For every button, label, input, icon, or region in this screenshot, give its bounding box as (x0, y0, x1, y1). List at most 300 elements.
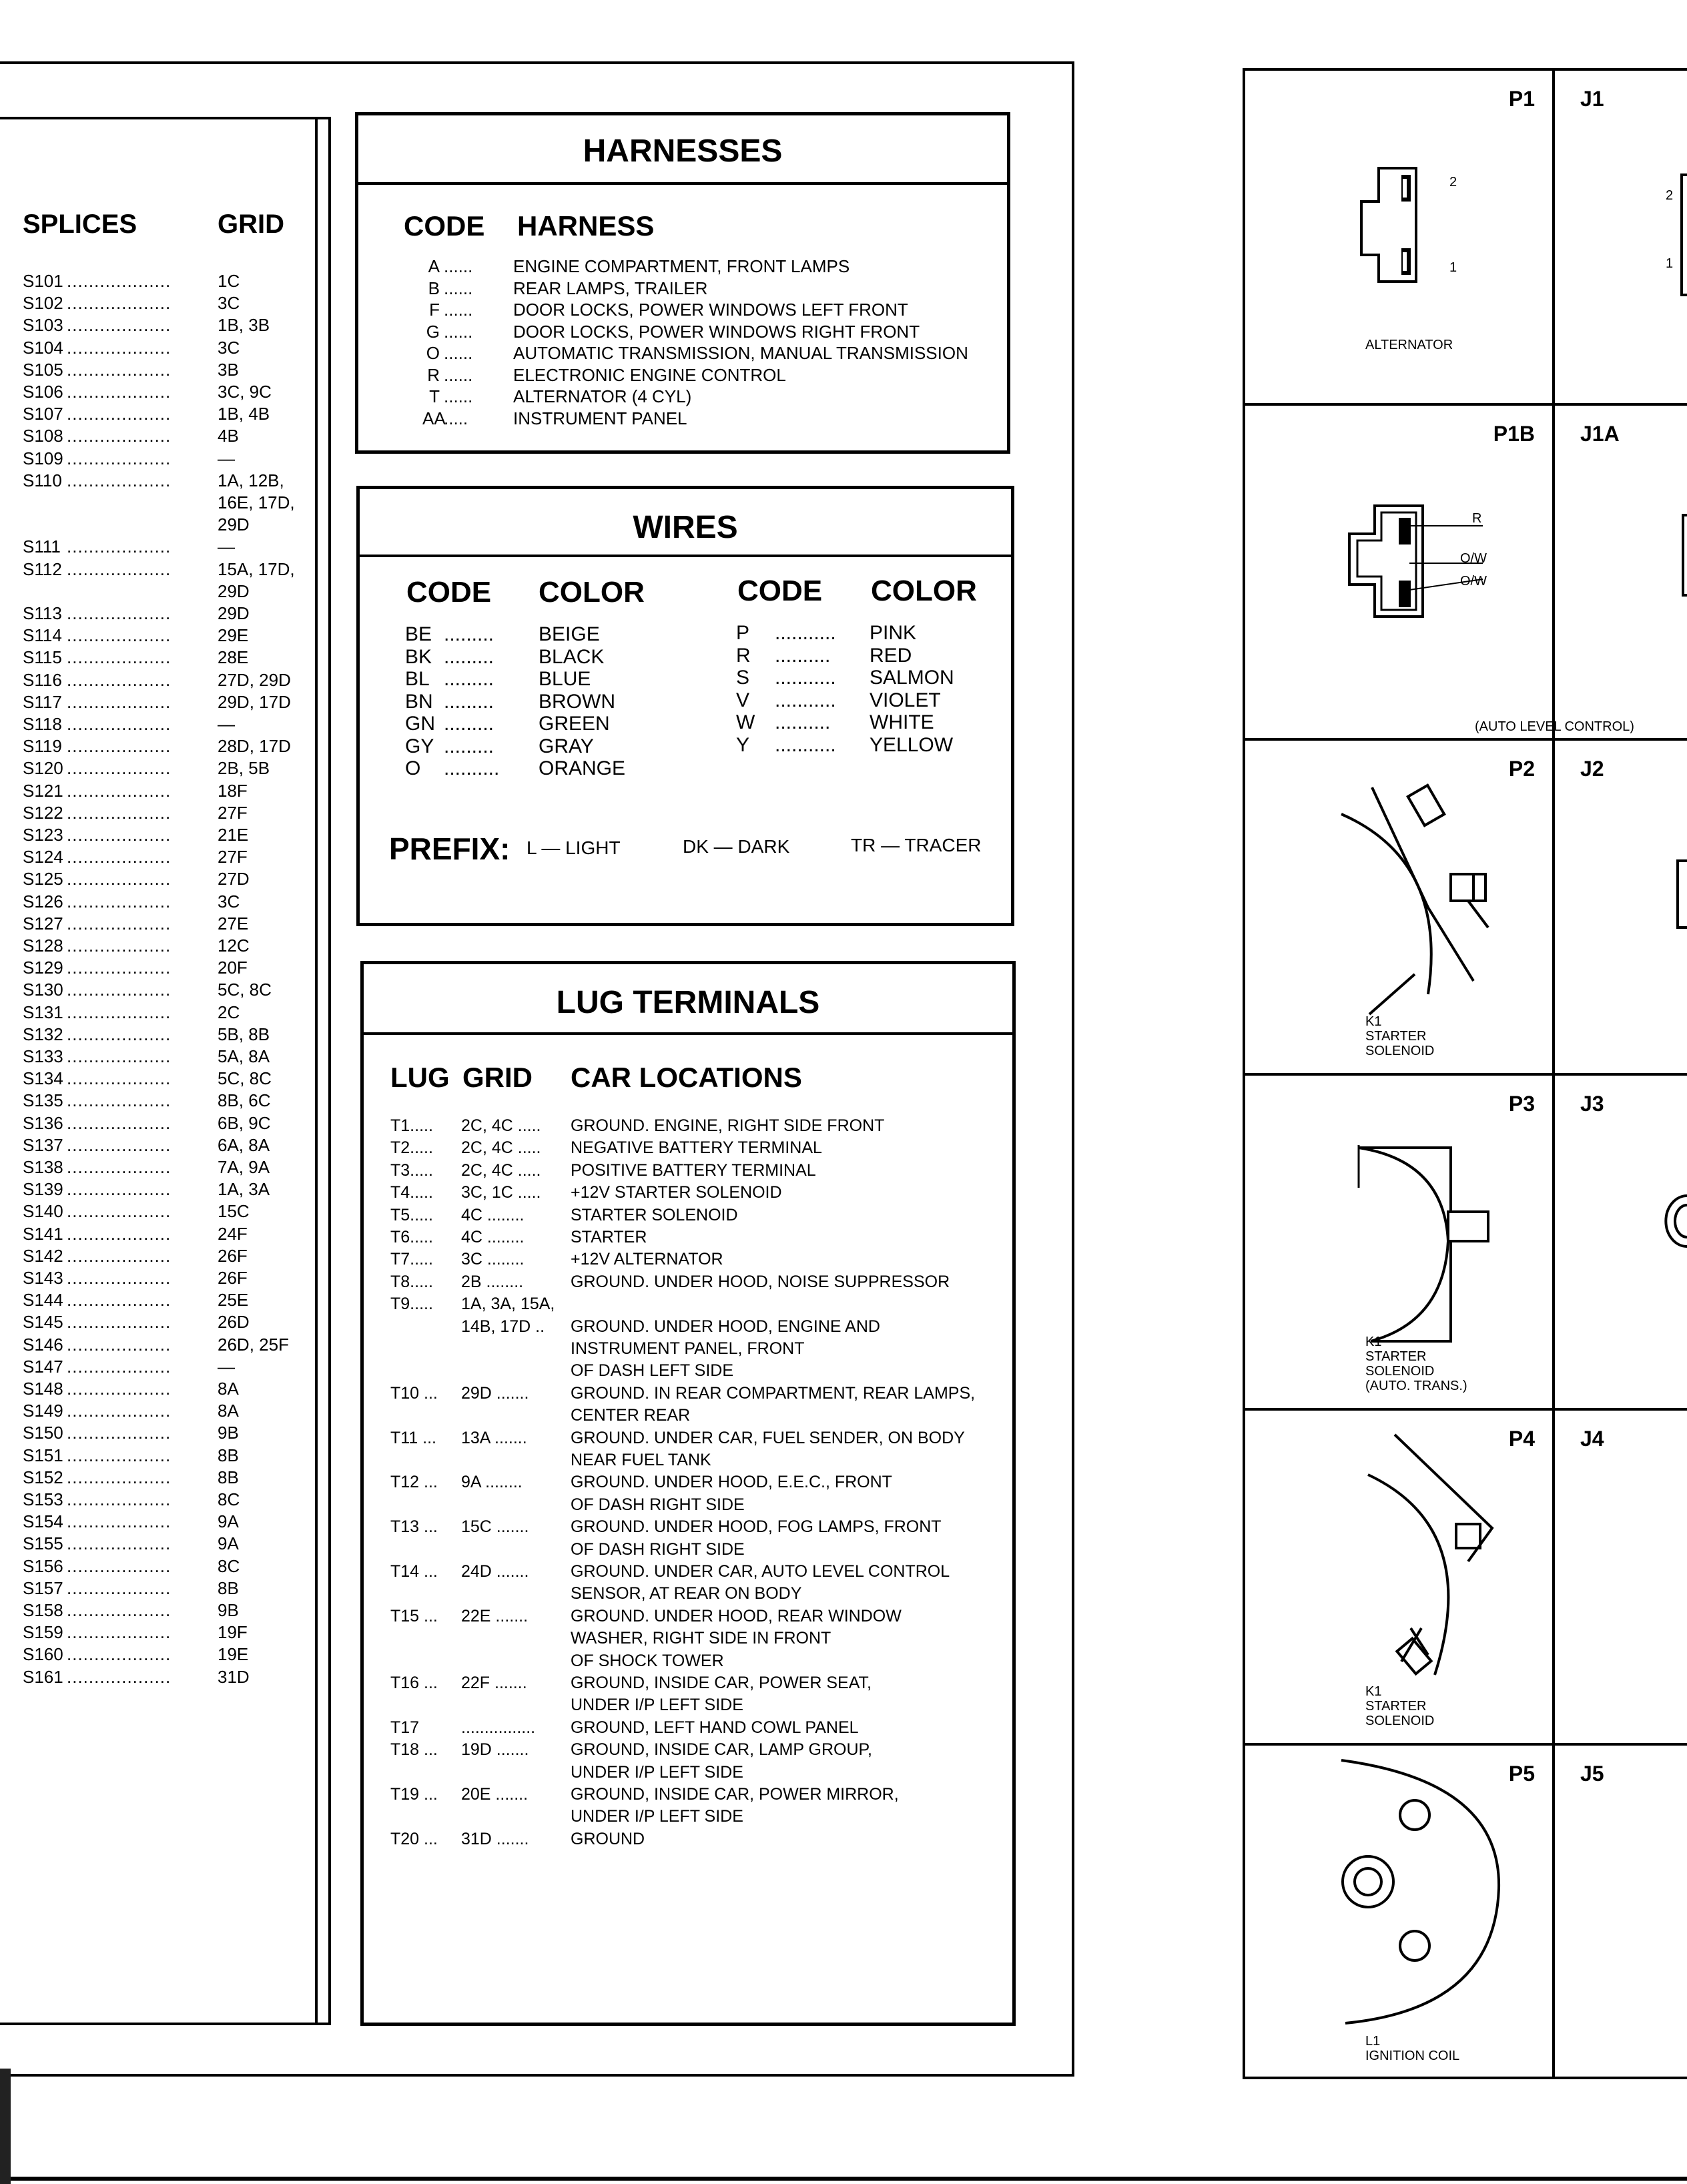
lug-location: GROUND. UNDER HOOD, REAR WINDOW (571, 1606, 902, 1625)
splice-grid: 8C (218, 1489, 240, 1509)
splice-grid: 1A, 12B, (218, 470, 284, 490)
splice-id: S111 (23, 536, 61, 557)
splice-leader-dots: ................... (67, 1290, 172, 1311)
connector-caption: K1 STARTER SOLENOID (1365, 1684, 1435, 1728)
splice-grid: 27F (218, 802, 248, 823)
wire-color: BLUE (539, 668, 591, 690)
connector-caption: ALTERNATOR (1365, 338, 1453, 352)
wire-code: P (736, 622, 750, 644)
connector-caption: K1 STARTER SOLENOID (AUTO. TRANS.) (1365, 1335, 1467, 1393)
splice-leader-dots: ................... (67, 271, 172, 291)
connector-p-label: P5 (1508, 1762, 1535, 1786)
splice-leader-dots: ................... (67, 1511, 172, 1532)
splice-id: S146 (23, 1334, 63, 1355)
harness-code: B (428, 278, 440, 298)
splice-id: S149 (23, 1401, 63, 1421)
splice-leader-dots: ................... (67, 1401, 172, 1421)
splice-grid: — (218, 536, 235, 557)
splice-id: S154 (23, 1511, 63, 1532)
lug-id: T8..... (390, 1272, 433, 1291)
splice-grid: 26F (218, 1245, 248, 1266)
splice-id: S150 (23, 1423, 63, 1443)
wire-leader-dots: ........... (775, 733, 836, 756)
lug-location: +12V STARTER SOLENOID (571, 1183, 782, 1202)
lug-location: GROUND, LEFT HAND COWL PANEL (571, 1718, 859, 1737)
harness-name-header: HARNESS (517, 210, 655, 242)
grid-header: GRID (218, 210, 284, 239)
splice-grid: 28E (218, 647, 249, 668)
splice-id: S115 (23, 647, 62, 668)
wire-color: BROWN (539, 690, 615, 713)
prefix-light: L — LIGHT (527, 837, 621, 858)
lug-grid: 2B ........ (461, 1272, 524, 1291)
splice-grid: 8B (218, 1467, 239, 1487)
j2-connector-icon (1675, 861, 1687, 928)
splice-grid: 29D (218, 581, 250, 601)
splice-grid: 29E (218, 625, 249, 646)
wire-leader-dots: ........... (775, 689, 836, 711)
splice-leader-dots: ................... (67, 470, 172, 490)
lug-location: GROUND. UNDER CAR, FUEL SENDER, ON BODY (571, 1428, 965, 1447)
splice-leader-dots: ................... (67, 625, 172, 646)
lug-grid-header: GRID (462, 1062, 533, 1093)
harnesses-title-rule (358, 182, 1007, 185)
lug-title-rule (364, 1032, 1012, 1035)
lug-id: T17 (390, 1718, 420, 1737)
splice-id: S137 (23, 1134, 63, 1155)
lug-grid: 14B, 17D .. (461, 1317, 545, 1336)
wires-color-header-left: COLOR (539, 576, 645, 609)
splice-id: S145 (23, 1312, 63, 1333)
harness-code-header: CODE (404, 210, 485, 242)
splice-leader-dots: ................... (67, 1134, 172, 1155)
lug-id: T13 ... (390, 1517, 438, 1537)
splice-grid: 6B, 9C (218, 1112, 271, 1133)
lug-location: GROUND, INSIDE CAR, LAMP GROUP, (571, 1740, 872, 1760)
wire-code: GN (405, 713, 435, 735)
splice-leader-dots: ................... (67, 1268, 172, 1288)
lug-id: T18 ... (390, 1740, 438, 1760)
wire-code: V (736, 689, 750, 711)
lug-grid: 1A, 3A, 15A, (461, 1295, 555, 1314)
splice-id: S120 (23, 758, 63, 779)
splice-grid: 27D (218, 869, 250, 889)
lug-id: T9..... (390, 1295, 433, 1314)
splice-leader-dots: ................... (67, 891, 172, 912)
splice-leader-dots: ................... (67, 382, 172, 402)
harness-name: INSTRUMENT PANEL (513, 408, 687, 428)
left-edge-shadow (0, 2069, 11, 2184)
splice-grid: 1B, 3B (218, 315, 270, 336)
splice-id: S121 (23, 780, 63, 801)
wire-leader-dots: ......... (444, 645, 494, 668)
lug-location: OF DASH RIGHT SIDE (571, 1495, 745, 1514)
lug-grid: ................ (461, 1718, 536, 1737)
splice-leader-dots: ................... (67, 1223, 172, 1244)
splice-grid: 21E (218, 825, 249, 845)
wire-leader-dots: .......... (444, 757, 500, 779)
splices-header: SPLICES (23, 210, 137, 239)
lug-id: T10 ... (390, 1383, 438, 1403)
splice-grid: 5A, 8A (218, 1046, 270, 1066)
splice-leader-dots: ................... (67, 913, 172, 934)
connector-row-divider (1245, 403, 1687, 406)
connector-j-label: J4 (1580, 1427, 1604, 1451)
wire-leader-dots: .......... (775, 644, 831, 667)
harnesses-box (355, 112, 1010, 454)
splice-grid: 9B (218, 1600, 239, 1620)
splice-leader-dots: ................... (67, 1467, 172, 1487)
splice-id: S105 (23, 359, 63, 380)
lug-id: T11 ... (390, 1428, 437, 1447)
lug-grid: 24D ....... (461, 1562, 529, 1581)
lug-grid: 2C, 4C ..... (461, 1138, 541, 1158)
splice-grid: 27F (218, 847, 248, 867)
harnesses-title: HARNESSES (583, 133, 783, 169)
splice-leader-dots: ................... (67, 1600, 172, 1620)
car-locations-header: CAR LOCATIONS (571, 1062, 802, 1093)
alternator-pin-1: 1 (1449, 260, 1457, 275)
lug-location: INSTRUMENT PANEL, FRONT (571, 1339, 805, 1358)
splice-id: S143 (23, 1268, 63, 1288)
splice-leader-dots: ................... (67, 1445, 172, 1465)
wires-color-header-right: COLOR (871, 575, 977, 607)
lug-location: UNDER I/P LEFT SIDE (571, 1696, 743, 1715)
j3-connector-icon (1667, 1194, 1687, 1248)
wire-code: BN (405, 690, 433, 713)
harness-leader-dots: ...... (444, 300, 473, 320)
splice-id: S125 (23, 869, 63, 889)
wire-code: BL (405, 668, 430, 690)
splice-leader-dots: ................... (67, 714, 172, 734)
wires-title-rule (360, 555, 1011, 557)
lug-location: GROUND. UNDER HOOD, E.E.C., FRONT (571, 1473, 892, 1492)
lug-header: LUG (390, 1062, 450, 1093)
wire-color: ORANGE (539, 757, 626, 779)
harness-leader-dots: ...... (444, 364, 473, 385)
splice-id: S158 (23, 1600, 63, 1620)
splice-leader-dots: ................... (67, 293, 172, 314)
harness-code: R (427, 364, 440, 385)
splice-id: S132 (23, 1024, 63, 1044)
splice-grid: 31D (218, 1666, 250, 1687)
splice-grid: 3C (218, 891, 240, 912)
splice-leader-dots: ................... (67, 647, 172, 668)
splice-grid: 12C (218, 936, 250, 956)
lug-location: GROUND, INSIDE CAR, POWER MIRROR, (571, 1785, 899, 1804)
splice-id: S128 (23, 936, 63, 956)
harness-name: DOOR LOCKS, POWER WINDOWS LEFT FRONT (513, 300, 908, 320)
splice-leader-dots: ................... (67, 448, 172, 468)
splice-id: S102 (23, 293, 63, 314)
splice-id: S144 (23, 1290, 63, 1311)
harness-name: DOOR LOCKS, POWER WINDOWS RIGHT FRONT (513, 321, 920, 342)
splice-leader-dots: ................... (67, 980, 172, 1000)
wire-color: GREEN (539, 713, 610, 735)
wires-code-header-right: CODE (737, 575, 823, 607)
splice-leader-dots: ................... (67, 1179, 172, 1200)
lug-grid: 15C ....... (461, 1517, 529, 1537)
harness-name: ELECTRONIC ENGINE CONTROL (513, 364, 786, 385)
splice-leader-dots: ................... (67, 736, 172, 757)
splice-id: S124 (23, 847, 63, 867)
starter-solenoid-p4-icon (1361, 1428, 1508, 1682)
splice-id: S136 (23, 1112, 63, 1133)
lug-grid: 4C ........ (461, 1205, 525, 1224)
lug-location: POSITIVE BATTERY TERMINAL (571, 1160, 816, 1180)
splice-id: S140 (23, 1201, 63, 1222)
harness-leader-dots: ...... (444, 256, 473, 276)
wires-code-header-left: CODE (406, 576, 492, 609)
splice-id: S130 (23, 980, 63, 1000)
splice-id: S161 (23, 1666, 63, 1687)
splice-id: S134 (23, 1068, 63, 1089)
lug-location: STARTER (571, 1228, 647, 1246)
auto-level-pin-r: R (1472, 511, 1482, 526)
lug-id: T5..... (390, 1205, 433, 1224)
splice-leader-dots: ................... (67, 1622, 172, 1643)
splice-grid: 8B (218, 1577, 239, 1598)
connector-j-label: J1 (1580, 87, 1604, 111)
splice-grid: 8B (218, 1445, 239, 1465)
lug-grid: 19D ....... (461, 1740, 529, 1760)
splice-grid: 27E (218, 913, 249, 934)
lug-grid: 29D ....... (461, 1383, 529, 1403)
splice-leader-dots: ................... (67, 669, 172, 690)
splice-grid: 16E, 17D, (218, 492, 295, 512)
splice-id: S116 (23, 669, 62, 690)
splice-leader-dots: ................... (67, 847, 172, 867)
lug-grid: 3C, 1C ..... (461, 1183, 541, 1202)
lug-location: GROUND. IN REAR COMPARTMENT, REAR LAMPS, (571, 1383, 976, 1403)
connector-p-label: P2 (1508, 757, 1535, 781)
splice-leader-dots: ................... (67, 359, 172, 380)
wire-code: BK (405, 645, 432, 668)
outer-frame-bottom (0, 2074, 1074, 2077)
lug-location: GROUND. UNDER HOOD, ENGINE AND (571, 1317, 880, 1336)
harness-code: A (428, 256, 440, 276)
splice-grid: 9A (218, 1511, 239, 1532)
wire-code: BE (405, 623, 432, 645)
splice-grid: 9A (218, 1533, 239, 1554)
lug-location: SENSOR, AT REAR ON BODY (571, 1584, 802, 1603)
splice-grid: 27D, 29D (218, 669, 291, 690)
connector-p-label: P1B (1493, 422, 1535, 446)
lug-location: GROUND. UNDER HOOD, NOISE SUPPRESSOR (571, 1272, 950, 1291)
splice-leader-dots: ................... (67, 315, 172, 336)
splice-grid: 2B, 5B (218, 758, 270, 779)
lug-id: T7..... (390, 1250, 433, 1269)
splice-id: S118 (23, 714, 62, 734)
outer-frame-top (0, 61, 1074, 64)
splice-id: S160 (23, 1644, 63, 1665)
lug-id: T4..... (390, 1183, 433, 1202)
splice-id: S127 (23, 913, 63, 934)
splice-leader-dots: ................... (67, 758, 172, 779)
splice-leader-dots: ................... (67, 1112, 172, 1133)
connector-j-label: J3 (1580, 1092, 1604, 1116)
j1-connector-icon (1679, 175, 1687, 295)
connector-j-label: J2 (1580, 757, 1604, 781)
lug-grid: 22E ....... (461, 1606, 529, 1625)
splice-leader-dots: ................... (67, 426, 172, 446)
splice-grid: 1A, 3A (218, 1179, 270, 1200)
connector-j-label: J5 (1580, 1762, 1604, 1786)
splice-id: S122 (23, 802, 63, 823)
lug-location: GROUND, INSIDE CAR, POWER SEAT, (571, 1674, 872, 1692)
splice-grid: 3C (218, 337, 240, 358)
splice-grid: 1C (218, 271, 240, 291)
connector-p-label: P3 (1508, 1092, 1535, 1116)
lug-location: GROUND. UNDER HOOD, FOG LAMPS, FRONT (571, 1517, 942, 1537)
splice-leader-dots: ................... (67, 1666, 172, 1687)
harness-name: AUTOMATIC TRANSMISSION, MANUAL TRANSMISSION (513, 343, 968, 363)
splice-leader-dots: ................... (67, 559, 172, 579)
wire-code: GY (405, 735, 434, 757)
lug-location: UNDER I/P LEFT SIDE (571, 1762, 743, 1782)
splice-grid: 26D (218, 1312, 250, 1333)
harness-code: G (426, 321, 440, 342)
wire-leader-dots: ......... (444, 735, 494, 757)
splice-id: S152 (23, 1467, 63, 1487)
lug-id: T1..... (390, 1116, 433, 1135)
splice-id: S151 (23, 1445, 63, 1465)
harness-name: ALTERNATOR (4 CYL) (513, 386, 692, 406)
splice-leader-dots: ................... (67, 1068, 172, 1089)
lug-location: OF DASH LEFT SIDE (571, 1361, 734, 1381)
prefix-label: PREFIX: (389, 831, 511, 866)
splice-grid: 15A, 17D, (218, 559, 295, 579)
splice-grid: 8A (218, 1379, 239, 1399)
splice-id: S133 (23, 1046, 63, 1066)
splice-grid: 1B, 4B (218, 404, 270, 424)
splice-leader-dots: ................... (67, 1379, 172, 1399)
splice-leader-dots: ................... (67, 958, 172, 978)
connector-row-divider (1245, 738, 1687, 741)
splice-grid: 24F (218, 1223, 248, 1244)
splice-leader-dots: ................... (67, 1024, 172, 1044)
splice-id: S156 (23, 1555, 63, 1576)
splice-grid: 26F (218, 1268, 248, 1288)
lug-location: STARTER SOLENOID (571, 1205, 738, 1224)
harness-code: O (426, 343, 440, 363)
splice-grid: 3C, 9C (218, 382, 272, 402)
splice-grid: 5C, 8C (218, 1068, 272, 1089)
wire-color: RED (870, 644, 912, 667)
wire-color: VIOLET (870, 689, 941, 711)
splice-id: S106 (23, 382, 63, 402)
splice-id: S109 (23, 448, 63, 468)
splice-id: S123 (23, 825, 63, 845)
lug-location: OF SHOCK TOWER (571, 1651, 724, 1670)
splice-leader-dots: ................... (67, 1644, 172, 1665)
connector-row-divider (1245, 1743, 1687, 1746)
connector-p-label: P1 (1508, 87, 1535, 111)
splice-id: S131 (23, 1002, 63, 1022)
lug-grid: 3C ........ (461, 1250, 525, 1269)
splice-leader-dots: ................... (67, 936, 172, 956)
wire-leader-dots: ......... (444, 668, 494, 690)
harness-code: AA (422, 408, 446, 428)
splice-id: S126 (23, 891, 63, 912)
wire-code: S (736, 667, 750, 689)
connector-j-label: J1A (1580, 422, 1620, 446)
connector-row-divider (1245, 1073, 1687, 1076)
splice-leader-dots: ................... (67, 536, 172, 557)
splice-grid: 5B, 8B (218, 1024, 270, 1044)
splice-leader-dots: ................... (67, 1312, 172, 1333)
lug-location: GROUND. UNDER CAR, AUTO LEVEL CONTROL (571, 1562, 950, 1581)
lug-id: T6..... (390, 1228, 433, 1246)
j1-pin-2: 2 (1666, 188, 1674, 203)
splice-id: S110 (23, 470, 62, 490)
wire-leader-dots: ......... (444, 690, 494, 713)
connector-row-divider (1245, 1408, 1687, 1411)
harness-leader-dots: ...... (444, 278, 473, 298)
lug-id: T16 ... (390, 1674, 438, 1692)
splice-leader-dots: ................... (67, 1356, 172, 1377)
splices-panel (0, 117, 331, 2025)
harness-leader-dots: ...... (444, 343, 473, 363)
splice-leader-dots: ................... (67, 1533, 172, 1554)
splice-grid: — (218, 1356, 235, 1377)
splice-id: S153 (23, 1489, 63, 1509)
splice-grid: 9B (218, 1423, 239, 1443)
splice-grid: 3C (218, 293, 240, 314)
lug-id: T12 ... (390, 1473, 438, 1492)
splice-id: S117 (23, 691, 62, 712)
splice-leader-dots: ................... (67, 1201, 172, 1222)
lug-id: T3..... (390, 1160, 433, 1180)
splice-grid: 29D (218, 603, 250, 623)
wire-color: PINK (870, 622, 917, 644)
splice-leader-dots: ................... (67, 780, 172, 801)
splice-leader-dots: ................... (67, 1423, 172, 1443)
splice-leader-dots: ................... (67, 337, 172, 358)
wire-color: WHITE (870, 711, 934, 733)
auto-level-pin-ow-1: O/W (1460, 551, 1487, 566)
harness-leader-dots: ..... (444, 408, 468, 428)
splice-leader-dots: ................... (67, 1046, 172, 1066)
splice-leader-dots: ................... (67, 1090, 172, 1111)
wire-color: SALMON (870, 667, 954, 689)
alternator-connector-icon (1361, 155, 1441, 302)
wire-code: R (736, 644, 751, 667)
splice-id: S141 (23, 1223, 63, 1244)
splice-grid: 26D, 25F (218, 1334, 289, 1355)
splice-id: S103 (23, 315, 63, 336)
j1-pin-1: 1 (1666, 256, 1674, 271)
splice-leader-dots: ................... (67, 404, 172, 424)
wire-leader-dots: ......... (444, 713, 494, 735)
splice-leader-dots: ................... (67, 691, 172, 712)
lug-grid: 22F ....... (461, 1674, 527, 1692)
prefix-tracer: TR — TRACER (851, 835, 982, 855)
splice-leader-dots: ................... (67, 1489, 172, 1509)
splice-grid: 3B (218, 359, 239, 380)
page-bottom-rule (0, 2177, 1687, 2181)
lug-id: T20 ... (390, 1829, 438, 1848)
lug-terminals-box (360, 961, 1016, 2026)
splice-grid: 8C (218, 1555, 240, 1576)
wires-box (356, 486, 1014, 926)
splice-grid: 8B, 6C (218, 1090, 271, 1111)
lug-location: NEGATIVE BATTERY TERMINAL (571, 1138, 822, 1158)
wire-code: W (736, 711, 755, 733)
wire-code: O (405, 757, 421, 779)
splice-id: S113 (23, 603, 62, 623)
lug-location: NEAR FUEL TANK (571, 1451, 711, 1469)
